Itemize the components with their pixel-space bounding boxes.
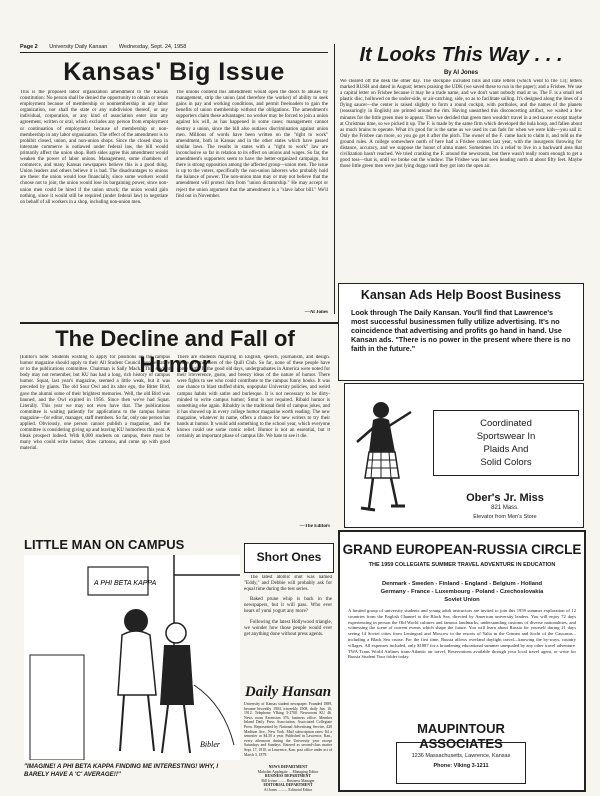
looks-this-way-body: We cleared off the desk the other day. The stockpile included bills and irate letters (which went to file 13); letters marked RUSH and dated in August; letters praising the UDK (we saved these to run in the paper); and a Frisbee. We use a capital letter on Frisbee because it may be a trade name, and we don't want nobody mad at us. The F. is a small red plastic disc, hollowed on the under-side, or air-catching, side, so as to facilitate sailing. It's designed along the lines of a flying saucer—the center is raised slightly to form a round cockpit, with portholes, and the names of the planets (reassuringly in English) are printed around the rim. Having unearthed this disconcerting artifact, we waited a few minutes for the little green men to appear. Then we decided that green men wouldn't travel in a red saucer except maybe at Christmas time, so we picked it up. The F. is made by the same firm which developed the hula hoop, and fallen about as much brains to operate. What it's good for is the same as we used its can fads for when we were kids—you sail it. Only the Frisbee can more, so you go get it after the pitch. The owner of the F. came back to claim it, and told us the ground rules. A college somewhere north of here had a Frisbee contest last year, with the insurgents throwing for distance, accuracy, and we suppose the honor of alma mater. Sometimes it's a relief to live in a backward area that civilization hasn't reached. We tried cranking the F. around the newsroom, but there wasn't really room enough to get a good toss—that is, until we broke out the window. The Frisbee was last seen heading north at about fifty feet. Maybe those little green men were just lying doggo until they got into the open air. (340, 79, 582, 170)
europe-ad-countries (344, 580, 580, 604)
europe-ad-title: GRAND EUROPEAN-RUSSIA CIRCLE (342, 542, 582, 557)
ed-dept-head: EDITORIAL DEPARTMENT (263, 783, 313, 788)
cartoon-sign-text: A PHI BETA KAPPA (94, 580, 157, 587)
europe-tour-ad (338, 530, 586, 792)
obers-note: Elevator from Men's Store (473, 514, 537, 520)
biz-dept-staff: Bill Irvine ........ Business Manager (261, 778, 315, 783)
short-one-item: Following the latest Hollywood triangle, we wonder how those people would ever get anything done without press agents. (244, 619, 332, 637)
looks-this-way-headline: It Looks This Way . . . (359, 44, 563, 66)
page-number: Page 2 (20, 44, 38, 50)
short-ones-list (244, 575, 332, 639)
daily-hansan-staff (244, 765, 332, 793)
short-one-item: Baked prune whip is back in the newspapers, but it will pass. Who ever hears of yumi yogurt any more? (244, 597, 332, 615)
short-ones-title-box (244, 543, 334, 573)
paper-name: University Daily Kansan (49, 44, 108, 50)
short-one-item: The latest atomic shot was named "Eddy," and Debbie will probably ask for equal time during the test series. (244, 575, 332, 593)
countries-line-2: Germany - France - Luxembourg - Poland - Czechoslovakia (380, 589, 544, 595)
issue-date: Wednesday, Sept. 24, 1958 (118, 44, 187, 50)
europe-ad-body: A limited group of university students and young adult instructors are invited to join this 1959 summer exploration of 12 countries from the English Channel to the Black Sea, directed by American university leaders. You will enjoy 72 days experiencing in person the Old World cultures and famous landmarks, understanding customs of diverse nationalities, and witnessing the scene of current events which shape the future. You will learn about Russia for yourself during 21 days seeing 14 Soviet cities from Leningrad and Moscow to the resorts of Yalta in the Crimea and Sochi of the Caucasus... including a Black Sea cruise. For the first time, Russia allows overland daylight travel—knowing the by-ways, country villages. All expenses included, only $1887 for a broadening educational summer unequaled by any other travel adventure. TWA Trans World Airlines trans-Atlantic air travel. Reservations available through your local travel agent, or write for Russia Student Tour folder today. (348, 608, 576, 660)
decline-humor-signature: —The Editors (299, 524, 330, 529)
obers-line-1: Coordinated (480, 418, 532, 429)
daily-hansan-info: University of Kansas student newspaper. Founded 1889, became biweekly 1904, triweekly 1908, daily Jan. 16, 1912. Telephone VIking 3-2700. Newsroom KU 46. News room Extension 376, business office. Member Inland Daily Press Association, Associated Collegiate Press. Represented by National Advertising Service, 420 Madison Ave., New York. Mail subscription rates: $4 a semester or $4.50 a year. Published in Lawrence, Kan., every afternoon during the University year except Saturdays and Sundays. Entered as second-class matter Sept. 17, 1910, at Lawrence, Kan. post office under act of March 3, 1879. (244, 702, 332, 757)
cartoon-caption: "IMAGINE! A PHI BETA KAPPA FINDING ME INTERESTING! WHY, I BARELY HAVE A 'C' AVERAGE!!" (24, 763, 219, 778)
masthead-rule (20, 52, 328, 53)
kansas-issue-signature: —Al Jones (304, 310, 328, 315)
europe-ad-subtitle: THE 1959 COLLEGIATE SUMMER TRAVEL ADVENTURE IN EDUCATION (368, 562, 556, 568)
masthead (20, 44, 330, 50)
maupintour-box (396, 721, 526, 784)
decline-humor-headline: The Decline and Fall of Humor (55, 326, 295, 377)
countries-line-3: Soviet Union (444, 597, 480, 603)
obers-ad (344, 383, 584, 528)
news-dept-staff: Malcolm Applegate ... Managing Editor (257, 769, 319, 774)
kansas-issue-col1: This is the proposed labor organization amendment to the Kansas constitution: No person shall be denied the opportunity to obtain or retain employment because of membership or nonmembership in any labor organization, nor shall the state or any subdivision thereof, or any individual, corporation, or any kind of association enter into any agreement, written or oral, which excludes any person from employment or continuation of employment because of membership or non-membership in any labor organization. The effect of the amendment is to prohibit closed, union, and non-union shops. Since the closed shop in interstate commerce is outlawed under federal law, the bill would primarily affect the union shop. Both sides agree this amendment would weaken the power of labor unions. Management, some chambers of commerce, and many Kansas newspapers believe this is a good thing. Union leaders and others believe it is bad. The disadvantages to unions are these: the union would lose financially, since some workers would choose not to join; the union would lose its bargaining power, since non-union men could be hired if the union struck; the union would gain nothing, since it would still be required (under federal law) to negotiate on behalf of all workers in a shop, including non-union men. (20, 90, 168, 205)
obers-ad-panel (433, 410, 579, 476)
decline-humor-col1: (Editor's note: Students wishing to apply for positions on the campus humor magazine should apply to their All Student Council representative or to the publications committee. Chairman is Sally Mack.) This student body may not remember, but KU has had a long, rich history of campus humor. Squat, last year's magazine, seemed a little weak, but it was preceded by giants. The old Sour Owl and its alter ego, the Bitter Bird, gave the alumni some of their brightest memories. Well, the old Bird was banned, and the Owl expired in 1956. Since then we've had Squat. Literally. This year we may not even have that. The publications committee is waiting patiently for applications to the campus humor magazine—for editor, manager, staff members. So far, only one person has applied. Obviously, one person cannot publish a magazine, and the committee is considering giving up and leaving KU humorless this year. A bleak prospect indeed. With 8,000 students on campus, there must be many who could write humor, draw cartoons, and come up with good material. (20, 355, 170, 452)
obers-store: Ober's Jr. Miss (466, 492, 544, 504)
decline-humor-col2: There are students majoring in English, speech, journalism, and design. There are members of the Quill Club. So far, none of these people have come forth. In the good old days, undergraduates in America were noted for their irreverence, gusto, and breezy ideas of the nature of humor. There were fights to see who could contribute to the campus funny books. It was one chance to blast stuffed shirts, unpopular University policies, and weird campus habits with satire and burlesque. It is not necessary to be dirty-minded to write campus humor; Smut is not required. Ribald humor is something else again. Ribaldry is the traditional field of campus jokes, and it has showed up in every college humor magazine worth reading. The new magazine, whatever its name, offers a chance for new writers to try their hands at humor. It would add something to the school year, which everyone knows could use some comic relief. Humor is not an essential, but it certainly an important phase of campus life. We hate to see it die. (177, 355, 330, 440)
kansan-ads-body: Look through The Daily Kansan. You'll find that Lawrence's most successful businessmen fully utilize advertising. It's no coincidence that advertising and profits go hand in hand. Use Kansan ads. "There is no power in the present where there is no faith in the future." (351, 308, 571, 353)
cartoon-panel (24, 537, 240, 789)
short-ones-title: Short Ones (256, 550, 322, 564)
kansan-ads-box (338, 283, 584, 381)
countries-line-1: Denmark - Sweden - Finland - England - Belgium - Holland (381, 581, 543, 587)
biz-dept-head: BUSINESS DEPARTMENT (265, 774, 311, 779)
obers-line-2: Sportswear In (476, 431, 536, 442)
obers-address: 821 Mass. (491, 505, 519, 511)
cartoon-title: LITTLE MAN ON CAMPUS (24, 537, 185, 552)
column-rule (334, 44, 335, 314)
obers-line-4: Solid Colors (480, 457, 532, 468)
looks-this-way-byline: By Al Jones (443, 70, 479, 76)
maupintour-phone: Phone: VIking 3-1211 (433, 763, 489, 769)
obers-line-3: Plaids And (483, 444, 529, 455)
kansas-issue-headline: Kansas' Big Issue (63, 58, 285, 86)
cartoon-illustration (24, 555, 240, 760)
news-dept-head: NEWS DEPARTMENT (268, 765, 308, 769)
cartoon-artist-text: Bibler (200, 740, 220, 749)
maupintour-address: 1236 Massachusetts, Lawrence, Kansas (411, 753, 511, 759)
kansas-issue-col2: The unions contend this amendment would open the doors to abuses by management, strip the union (and therefore the worker) of ability to seek gains in pay and working conditions, and permit freeloaders to gain the benefits of union membership without the obligations. The amendment's supporters claim these advantages: no worker may be forced to join a union against his will, as has happened in some cases; management cannot destroy a union, since the bill also outlaws discrimination against union men. Millions of words have been written on the "right to work" amendment, both in Kansas and in the other states which have passed similar laws. The results in states with a "right to work" law are inconclusive so far in relation to its effect on unions and wages. So far, the amendment's supporters seem to have the better-organized campaign, but there is strong opposition among the affected group—union men. The issue is up to the voters, specifically the non-union laborers who probably hold the balance of power. The non-union man may or may not believe that the amendment will protect him from "union dictatorship." He may accept or reject the union argument that the amendment is a "slave labor bill." We'll find out in November. (176, 90, 328, 199)
maupintour-name: MAUPINTOUR ASSOCIATES (417, 721, 505, 751)
daily-hansan-logo: Daily Hansan (244, 684, 332, 700)
dancer-illustration (351, 390, 425, 522)
kansan-ads-title: Kansan Ads Help Boost Business (360, 288, 562, 302)
ed-dept-staff: Al Jones .......... Editorial Editor (263, 787, 313, 792)
